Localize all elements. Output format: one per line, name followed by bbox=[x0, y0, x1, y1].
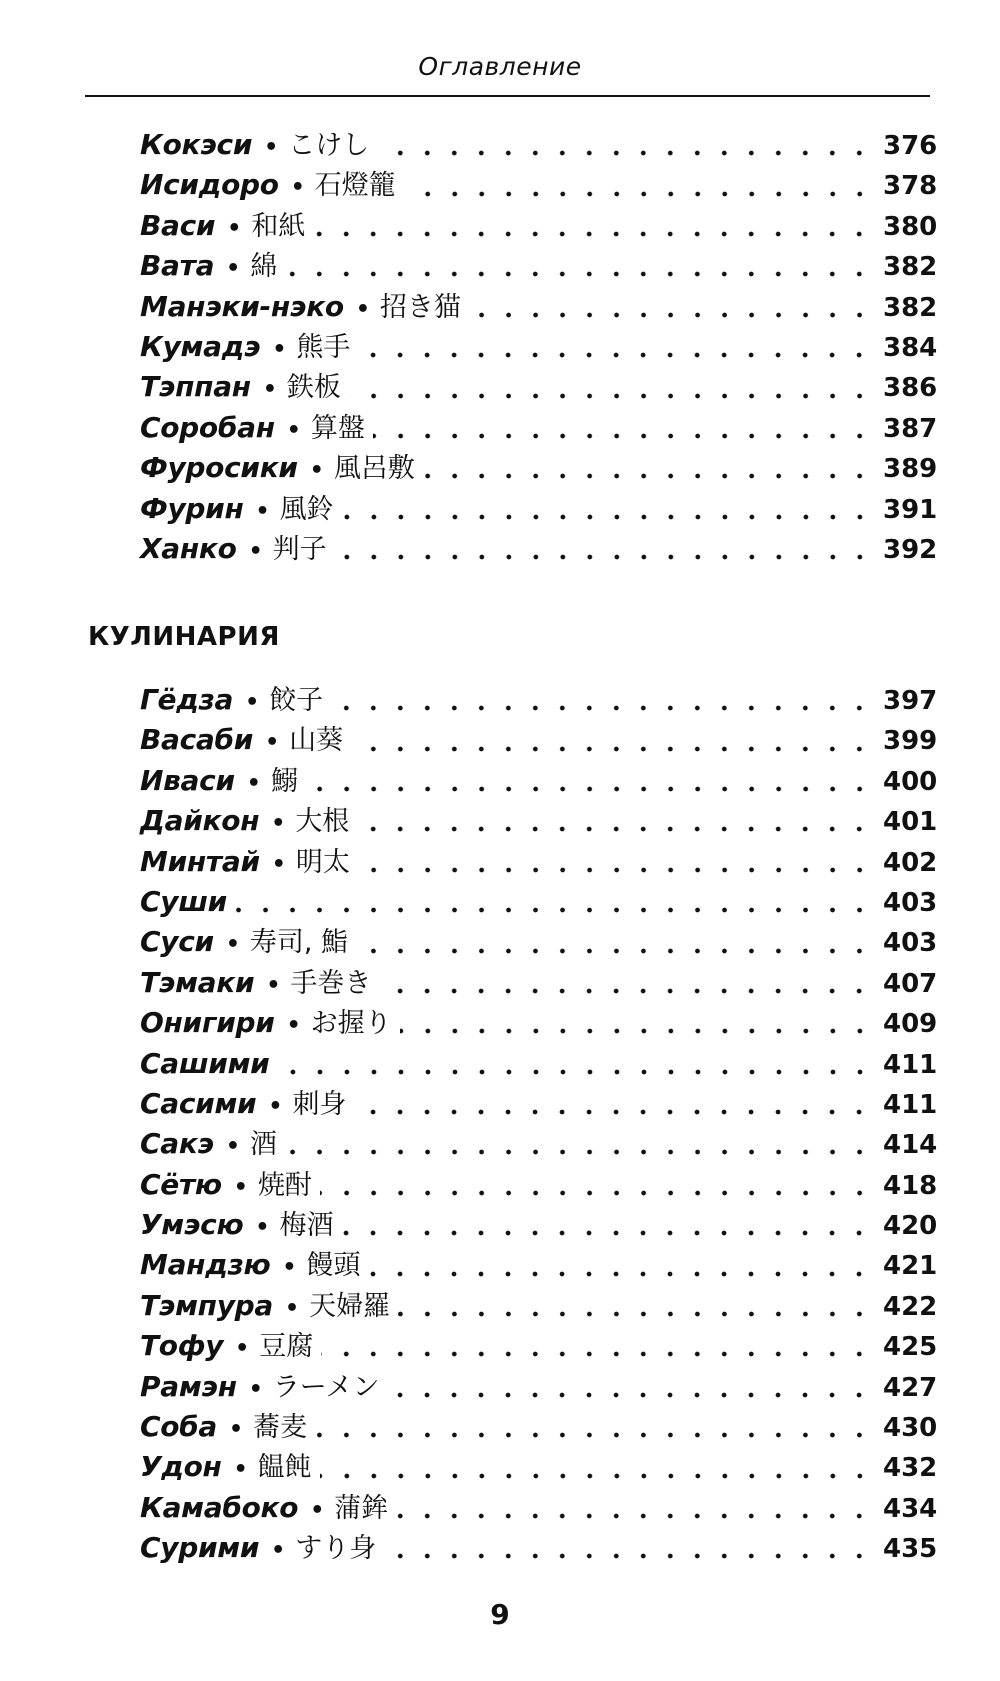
entry-title-ru: Рамэн bbox=[140, 1369, 237, 1403]
entry-title-ru: Суси bbox=[140, 925, 214, 959]
entry-title-jp: ラーメン bbox=[272, 1371, 380, 1403]
entry-page-number: 432 bbox=[883, 1453, 938, 1484]
entry-page-number: 425 bbox=[883, 1332, 938, 1363]
toc-entry bbox=[140, 287, 938, 327]
toc-entry bbox=[140, 1488, 938, 1528]
toc-entry bbox=[140, 408, 938, 448]
entry-page-number: 382 bbox=[883, 292, 938, 323]
entry-title-ru: Сакэ bbox=[140, 1127, 214, 1161]
toc-entry bbox=[140, 1245, 938, 1285]
entry-title-ru: Фурин bbox=[140, 491, 244, 525]
dot-leader bbox=[358, 866, 873, 874]
dot-leader bbox=[384, 1552, 873, 1560]
entry-page-number: 387 bbox=[883, 413, 938, 444]
dot-leader bbox=[423, 472, 873, 480]
bullet-separator: • bbox=[285, 1295, 300, 1321]
entry-page-number: 409 bbox=[883, 1009, 938, 1040]
bullet-separator: • bbox=[226, 256, 241, 282]
dot-leader bbox=[331, 704, 873, 712]
bullet-separator: • bbox=[255, 1215, 270, 1241]
bullet-separator: • bbox=[266, 972, 281, 998]
entry-page-number: 407 bbox=[883, 968, 938, 999]
toc-entry bbox=[140, 1367, 938, 1407]
toc-entry bbox=[140, 165, 938, 205]
dot-leader bbox=[313, 230, 873, 238]
entry-page-number: 376 bbox=[883, 131, 938, 161]
toc-entry bbox=[140, 1528, 938, 1568]
entry-page-number: 380 bbox=[883, 211, 938, 242]
entry-title-ru: Мандзю bbox=[140, 1248, 271, 1282]
entry-page-number: 434 bbox=[883, 1493, 938, 1524]
entry-page-number: 414 bbox=[883, 1130, 938, 1161]
entry-title-ru: Сасими bbox=[140, 1086, 257, 1120]
toc-list-top bbox=[140, 125, 938, 569]
dot-leader bbox=[357, 825, 873, 833]
dot-leader bbox=[320, 1189, 873, 1197]
bullet-separator: • bbox=[235, 1336, 250, 1362]
toc-entry bbox=[140, 1407, 938, 1447]
entry-title-jp: 明太 bbox=[295, 846, 350, 878]
bullet-separator: • bbox=[282, 1255, 297, 1281]
toc-entry bbox=[140, 761, 938, 801]
entry-page-number: 384 bbox=[883, 332, 938, 363]
toc-list-culinary bbox=[140, 680, 938, 1569]
entry-title-ru: Гёдза bbox=[140, 683, 234, 716]
bullet-separator: • bbox=[271, 811, 286, 837]
entry-title-jp: 鰯 bbox=[270, 765, 298, 797]
entry-title-ru: Кумадэ bbox=[140, 329, 261, 363]
toc-entry bbox=[140, 367, 938, 407]
toc-entry bbox=[140, 1165, 938, 1205]
entry-title-jp: 鉄板 bbox=[286, 372, 341, 404]
entry-title-ru: Васи bbox=[140, 208, 216, 242]
toc-entry bbox=[140, 1044, 938, 1084]
entry-title-jp: 梅酒 bbox=[279, 1210, 334, 1242]
entry-title-jp: 酒 bbox=[249, 1129, 277, 1161]
toc-entry bbox=[140, 1124, 938, 1164]
entry-page-number: 391 bbox=[883, 494, 938, 525]
entry-title-ru: Манэки-нэко bbox=[140, 289, 344, 323]
dot-leader bbox=[335, 553, 873, 561]
dot-leader bbox=[379, 987, 873, 995]
entry-page-number: 418 bbox=[883, 1170, 938, 1201]
toc-entry bbox=[140, 720, 938, 760]
toc-entry bbox=[140, 1003, 938, 1043]
entry-title-ru: Сашими bbox=[140, 1046, 270, 1080]
entry-title-jp: 寿司, 鮨 bbox=[249, 927, 349, 959]
dot-leader bbox=[400, 1027, 873, 1035]
section-heading: КУЛИНАРИЯ bbox=[88, 622, 280, 652]
toc-entry bbox=[140, 1084, 938, 1124]
entry-title-ru: Дайкон bbox=[140, 804, 260, 838]
toc-entry bbox=[140, 529, 938, 569]
dot-leader bbox=[306, 785, 873, 793]
entry-title-jp: 餃子 bbox=[269, 685, 324, 716]
entry-page-number: 401 bbox=[883, 807, 938, 838]
dot-leader bbox=[354, 1108, 873, 1116]
entry-title-ru: Тофу bbox=[140, 1329, 224, 1363]
dot-leader bbox=[351, 745, 873, 753]
entry-page-number: 422 bbox=[883, 1291, 938, 1322]
bullet-separator: • bbox=[271, 851, 286, 877]
entry-title-ru: Иваси bbox=[140, 763, 235, 797]
dot-leader bbox=[373, 432, 873, 440]
bullet-separator: • bbox=[290, 175, 305, 201]
entry-page-number: 435 bbox=[883, 1534, 938, 1565]
entry-title-ru: Соба bbox=[140, 1410, 218, 1444]
dot-leader bbox=[358, 351, 873, 359]
entry-title-ru: Камабоко bbox=[140, 1490, 299, 1524]
toc-entry bbox=[140, 1326, 938, 1366]
dot-leader bbox=[285, 270, 873, 278]
toc-entry bbox=[140, 125, 938, 165]
bullet-separator: • bbox=[262, 377, 277, 403]
dot-leader bbox=[235, 906, 873, 914]
entry-title-jp: 和紙 bbox=[251, 210, 306, 242]
bullet-separator: • bbox=[264, 135, 279, 160]
dot-leader bbox=[398, 1310, 873, 1318]
bullet-separator: • bbox=[245, 690, 260, 715]
entry-title-jp: こけし bbox=[288, 130, 370, 161]
entry-page-number: 420 bbox=[883, 1211, 938, 1242]
entry-page-number: 392 bbox=[883, 534, 938, 565]
entry-page-number: 400 bbox=[883, 766, 938, 797]
dot-leader bbox=[341, 1229, 873, 1237]
bullet-separator: • bbox=[265, 730, 280, 756]
entry-page-number: 382 bbox=[883, 252, 938, 283]
toc-entry bbox=[140, 1205, 938, 1245]
bullet-separator: • bbox=[233, 1457, 248, 1483]
dot-leader bbox=[469, 311, 873, 319]
entry-page-number: 421 bbox=[883, 1251, 938, 1282]
toc-entry bbox=[140, 327, 938, 367]
bullet-separator: • bbox=[286, 417, 301, 443]
toc-entry bbox=[140, 489, 938, 529]
entry-page-number: 411 bbox=[883, 1049, 938, 1080]
bullet-separator: • bbox=[246, 770, 261, 796]
bullet-separator: • bbox=[310, 1497, 325, 1523]
dot-leader bbox=[320, 1472, 873, 1480]
dot-leader bbox=[342, 513, 873, 521]
entry-title-ru: Онигири bbox=[140, 1006, 275, 1040]
toc-entry bbox=[140, 801, 938, 841]
entry-title-jp: 蒲鉾 bbox=[334, 1492, 389, 1524]
bullet-separator: • bbox=[309, 458, 324, 484]
dot-leader bbox=[349, 392, 873, 400]
entry-title-jp: 大根 bbox=[295, 806, 350, 838]
entry-title-jp: 熊手 bbox=[296, 331, 351, 363]
entry-title-jp: 風鈴 bbox=[279, 493, 334, 525]
toc-entry bbox=[140, 842, 938, 882]
entry-title-ru: Кокэси bbox=[140, 128, 253, 161]
entry-title-jp: 天婦羅 bbox=[309, 1290, 391, 1322]
entry-page-number: 403 bbox=[883, 928, 938, 959]
entry-title-jp: 手巻き bbox=[290, 967, 372, 999]
entry-title-ru: Тэмаки bbox=[140, 965, 255, 999]
entry-title-jp: 石燈籠 bbox=[314, 170, 396, 202]
entry-page-number: 399 bbox=[883, 726, 938, 757]
entry-page-number: 402 bbox=[883, 847, 938, 878]
bullet-separator: • bbox=[225, 932, 240, 958]
entry-title-ru: Сурими bbox=[140, 1531, 260, 1565]
entry-page-number: 378 bbox=[883, 171, 938, 202]
entry-title-ru: Минтай bbox=[140, 844, 260, 878]
entry-title-jp: 招き猫 bbox=[379, 291, 461, 323]
entry-title-ru: Исидоро bbox=[140, 168, 279, 202]
entry-page-number: 389 bbox=[883, 454, 938, 485]
entry-page-number: 397 bbox=[883, 686, 938, 716]
entry-title-ru: Фуросики bbox=[140, 451, 298, 485]
entry-title-ru: Умэсю bbox=[140, 1208, 244, 1242]
bullet-separator: • bbox=[286, 1013, 301, 1039]
dot-leader bbox=[377, 149, 873, 157]
entry-title-jp: 焼酎 bbox=[257, 1169, 312, 1201]
bullet-separator: • bbox=[248, 538, 263, 564]
entry-title-jp: 刺身 bbox=[292, 1088, 347, 1120]
entry-title-jp: 豆腐 bbox=[259, 1331, 314, 1363]
dot-leader bbox=[315, 1431, 873, 1439]
entry-title-jp: 饅頭 bbox=[306, 1250, 361, 1282]
entry-title-ru: Васаби bbox=[140, 723, 254, 757]
dot-leader bbox=[396, 1512, 873, 1520]
entry-page-number: 386 bbox=[883, 373, 938, 404]
entry-title-jp: すり身 bbox=[295, 1533, 377, 1565]
entry-title-jp: 山葵 bbox=[289, 725, 344, 757]
bullet-separator: • bbox=[229, 1417, 244, 1443]
toc-entry bbox=[140, 882, 938, 922]
entry-title-ru: Соробан bbox=[140, 410, 275, 444]
toc-entry bbox=[140, 206, 938, 246]
bullet-separator: • bbox=[272, 336, 287, 362]
toc-entry bbox=[140, 1447, 938, 1487]
dot-leader bbox=[278, 1068, 873, 1076]
entry-page-number: 403 bbox=[883, 887, 938, 918]
dot-leader bbox=[387, 1391, 873, 1399]
bullet-separator: • bbox=[255, 498, 270, 524]
dot-leader bbox=[321, 1350, 873, 1358]
toc-entry bbox=[140, 922, 938, 962]
entry-page-number: 430 bbox=[883, 1413, 938, 1444]
entry-title-jp: 算盤 bbox=[310, 412, 365, 444]
bullet-separator: • bbox=[271, 1538, 286, 1564]
bullet-separator: • bbox=[227, 215, 242, 241]
entry-title-jp: お握り bbox=[310, 1008, 392, 1040]
bullet-separator: • bbox=[355, 296, 370, 322]
toc-entry bbox=[140, 246, 938, 286]
entry-title-jp: 蕎麦 bbox=[253, 1412, 308, 1444]
dot-leader bbox=[285, 1148, 873, 1156]
entry-page-number: 411 bbox=[883, 1089, 938, 1120]
entry-title-jp: 綿 bbox=[250, 251, 278, 283]
bullet-separator: • bbox=[233, 1174, 248, 1200]
entry-title-jp: 判子 bbox=[272, 533, 327, 565]
header-rule bbox=[85, 95, 930, 97]
entry-title-ru: Вата bbox=[140, 249, 215, 283]
bullet-separator: • bbox=[225, 1134, 240, 1160]
toc-entry bbox=[140, 680, 938, 720]
running-head: Оглавление bbox=[418, 52, 582, 81]
toc-entry bbox=[140, 1286, 938, 1326]
entry-title-ru: Ханко bbox=[140, 531, 237, 565]
entry-title-ru: Суши bbox=[140, 884, 227, 918]
dot-leader bbox=[368, 1270, 873, 1278]
bullet-separator: • bbox=[248, 1376, 263, 1402]
entry-title-ru: Удон bbox=[140, 1450, 222, 1484]
entry-title-jp: 饂飩 bbox=[257, 1452, 312, 1484]
toc-entry bbox=[140, 963, 938, 1003]
entry-page-number: 427 bbox=[883, 1372, 938, 1403]
entry-title-ru: Сётю bbox=[140, 1167, 222, 1201]
bullet-separator: • bbox=[268, 1093, 283, 1119]
page-number: 9 bbox=[490, 1598, 510, 1631]
dot-leader bbox=[404, 190, 873, 198]
entry-title-ru: Тэппан bbox=[140, 370, 251, 404]
entry-title-ru: Тэмпура bbox=[140, 1288, 274, 1322]
toc-entry bbox=[140, 448, 938, 488]
dot-leader bbox=[356, 947, 873, 955]
entry-title-jp: 風呂敷 bbox=[333, 453, 415, 485]
